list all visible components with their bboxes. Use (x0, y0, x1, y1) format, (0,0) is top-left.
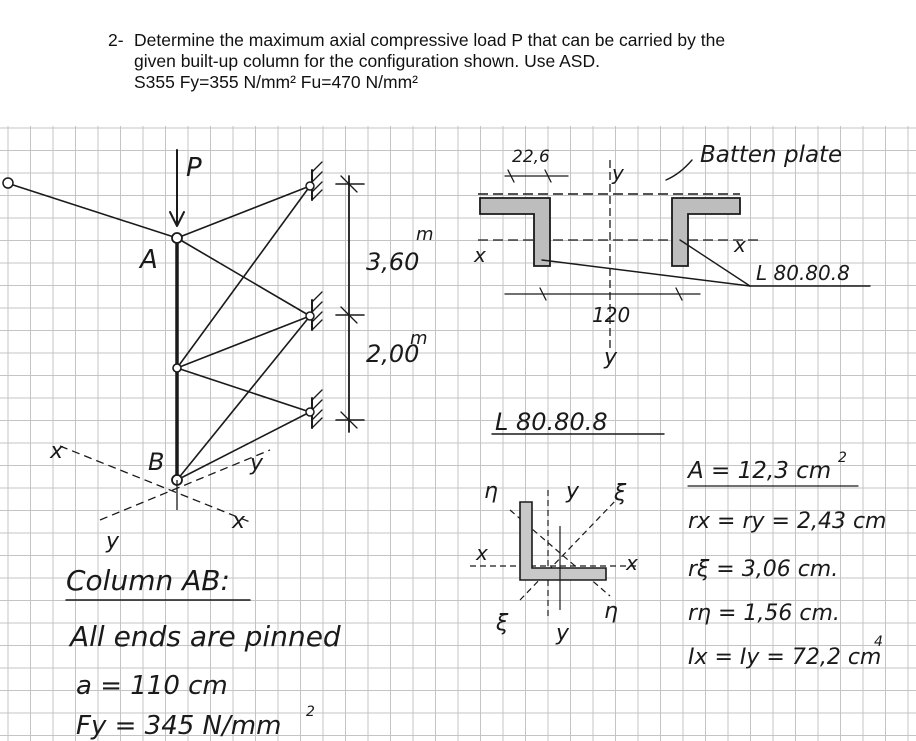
section-axis-y-top: y (612, 161, 624, 185)
section-axis-x-left: x (474, 243, 486, 267)
axis-x-right: x (232, 509, 246, 534)
point-b-label: B (148, 448, 165, 476)
left-angle (480, 198, 550, 266)
axis-x-left: x (50, 439, 64, 464)
built-up-section (478, 160, 870, 350)
angle-x-left: x (476, 541, 488, 565)
brace-c-bot (177, 368, 310, 412)
brace-left-ext (10, 184, 177, 238)
dim-lower: 2,00 (366, 340, 420, 368)
wall-supports (306, 162, 322, 428)
brace-b-bot (177, 412, 310, 480)
joint-a (172, 233, 182, 243)
left-end-hinge (3, 178, 13, 188)
angle-eta-bottom: η (604, 599, 618, 624)
notes-fy: Fy = 345 N/mm (76, 711, 282, 741)
prop-area-exp: 2 (838, 450, 847, 466)
prop-radius-eta: rη = 1,56 cm. (688, 601, 840, 626)
problem-line-3: S355 Fy=355 N/mm² Fu=470 N/mm² (134, 72, 418, 92)
notes-spacing: a = 110 cm (76, 671, 228, 701)
notes-heading: Column AB: (66, 564, 230, 597)
dim-lower-unit: m (410, 328, 428, 349)
prop-radius-xi: rξ = 3,06 cm. (688, 557, 839, 582)
section-axis-y-bottom: y (604, 345, 618, 370)
problem-line-2: given built-up column for the configuration shown. Use ASD. (134, 51, 600, 71)
prop-inertia-exp: 4 (874, 634, 883, 650)
batten-plate-label: Batten plate (700, 142, 843, 168)
section-angle-ref: L 80.80.8 (756, 261, 850, 285)
notes-line1: All ends are pinned (70, 620, 341, 653)
axis-y-top: y (250, 451, 264, 476)
prop-area: A = 12,3 cm (688, 458, 832, 484)
load-label: P (186, 153, 202, 183)
notes-fy-exp: 2 (306, 704, 315, 720)
problem-line-1: Determine the maximum axial compressive load P that can be carried by the (134, 30, 726, 50)
axis-y-bottom: y (106, 529, 120, 554)
dim-22: 22,6 (512, 147, 550, 167)
dim-upper: 3,60 (366, 248, 420, 276)
point-a-label: A (140, 245, 158, 275)
prop-radius-xy: rx = ry = 2,43 cm (688, 509, 887, 534)
dim-120: 120 (592, 303, 631, 327)
dimension-line (336, 176, 364, 432)
prop-inertia: Ix = Iy = 72,2 cm (688, 645, 882, 670)
angle-eta-top: η (484, 479, 498, 504)
dim-upper-unit: m (416, 224, 434, 245)
angle-y-bottom: y (556, 621, 570, 646)
joint-c (173, 364, 181, 372)
problem-number: 2- (108, 30, 124, 50)
section-axis-x-right: x (734, 233, 746, 257)
angle-xi-bottom: ξ (496, 611, 509, 636)
angle-title: L 80.80.8 (495, 408, 608, 436)
angle-xi-top: ξ (614, 481, 627, 506)
angle-y-top: y (566, 479, 580, 504)
angle-x-right: x (626, 551, 638, 575)
problem-statement (0, 0, 916, 110)
frame-sketch (3, 150, 434, 554)
